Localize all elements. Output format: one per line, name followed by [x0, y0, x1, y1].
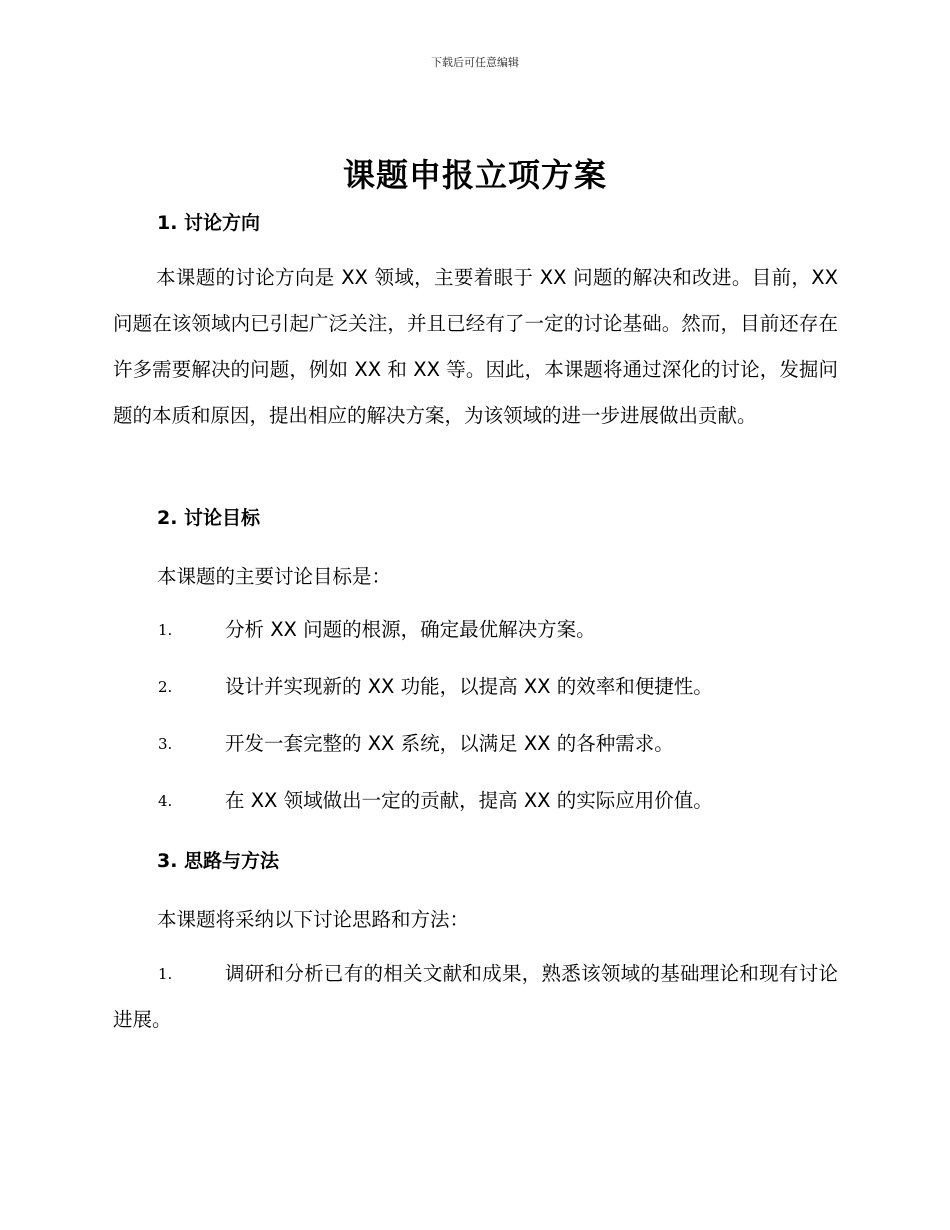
section-2-intro: 本课题的主要讨论目标是：: [157, 565, 392, 588]
list-item-number: 1.: [158, 621, 173, 639]
list-item-text: 设计并实现新的 XX 功能，以提高 XX 的效率和便捷性。: [225, 675, 713, 698]
list-item-number: 2.: [158, 678, 173, 696]
list-item-number: 4.: [158, 792, 173, 810]
list-item: [113, 951, 838, 1043]
list-item-text: 在 XX 领域做出一定的贡献，提高 XX 的实际应用价值。: [225, 789, 713, 812]
list-item-text: 调研和分析已有的相关文献和成果，熟悉该领域的基础理论和现有讨论进展。: [113, 962, 838, 1031]
section-1-paragraph: 本课题的讨论方向是 XX 领域，主要着眼于 XX 问题的解决和改进。目前，XX 问题在该领域内已引起广泛关注，并且已经有了一定的讨论基础。然而，目前还存在许多需要解决的问题，例如 XX 和 XX 等。因此，本课题将通过深化的讨论，发掘问题的本质和原因，提出相应的解决方案，为该领域的进一步进展做出贡献。: [113, 266, 838, 427]
list-item: [113, 721, 838, 767]
list-item-text: 开发一套完整的 XX 系统，以满足 XX 的各种需求。: [225, 732, 674, 755]
list-item-number: 1.: [158, 965, 173, 983]
section-heading-2: 2. 讨论目标: [157, 507, 261, 529]
section-heading-3: 3. 思路与方法: [157, 850, 280, 872]
section-heading-1: 1. 讨论方向: [157, 212, 261, 234]
document-title: 课题申报立项方案: [342, 156, 607, 194]
list-item: [113, 778, 838, 824]
list-item-number: 3.: [158, 735, 173, 753]
section-3-intro: 本课题将采纳以下讨论思路和方法：: [157, 908, 470, 931]
header-note: 下载后可任意编辑: [431, 56, 519, 69]
list-item: [113, 607, 838, 653]
list-item-text: 分析 XX 问题的根源，确定最优解决方案。: [225, 618, 596, 641]
list-item: [113, 664, 838, 710]
